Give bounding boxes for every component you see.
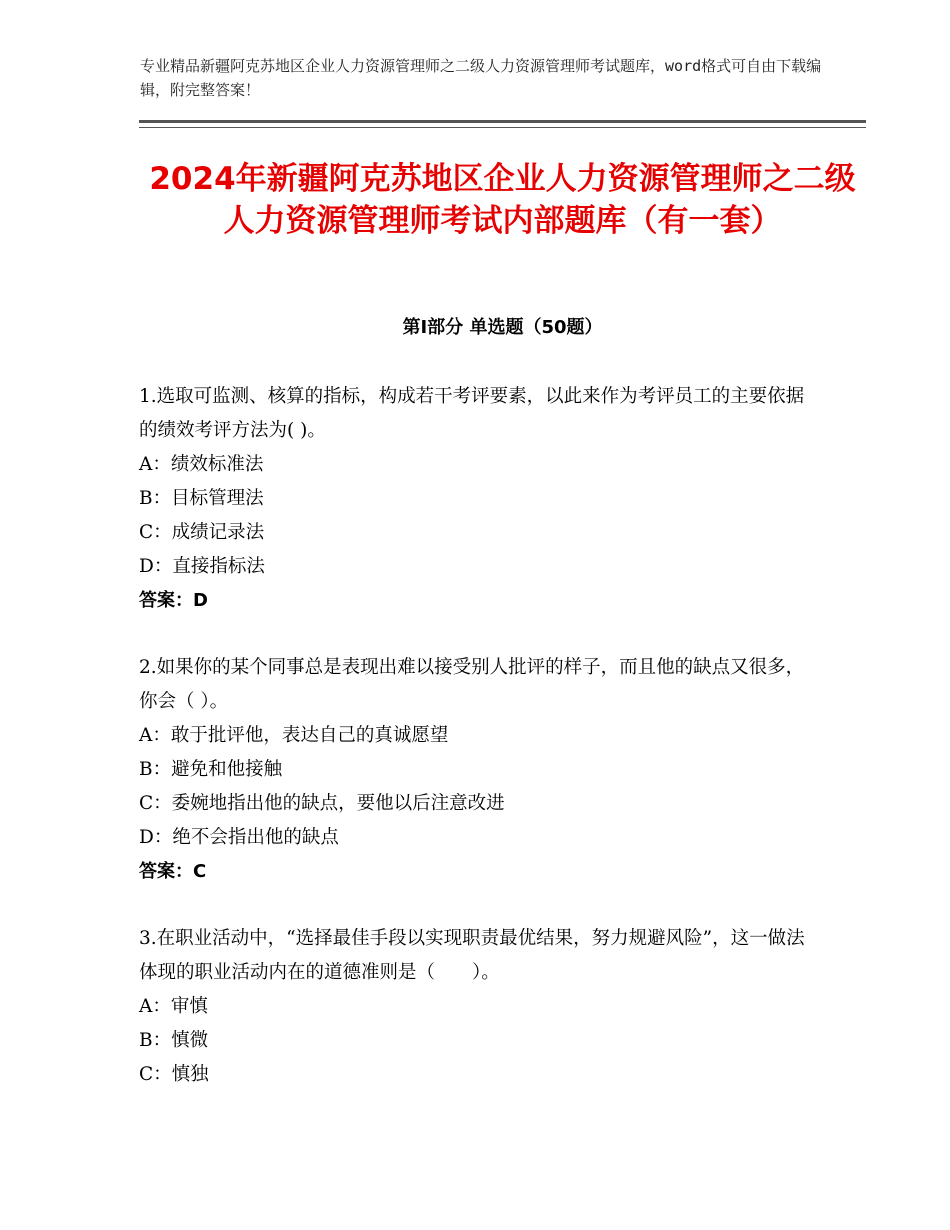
option-a: A：审慎 xyxy=(139,996,208,1017)
header-rule-thin xyxy=(139,127,866,128)
option-b: B：目标管理法 xyxy=(139,488,264,509)
option-a: A：敢于批评他，表达自己的真诚愿望 xyxy=(139,725,449,746)
question-1 xyxy=(139,380,809,618)
option-c: C：成绩记录法 xyxy=(139,522,265,543)
header-note: 专业精品新疆阿克苏地区企业人力资源管理师之二级人力资源管理师考试题库，word格式可自由下载编辑，附完整答案！ xyxy=(140,57,822,99)
header-rule-thick xyxy=(139,120,866,123)
option-a: A：绩效标准法 xyxy=(139,454,264,475)
option-d: D：绝不会指出他的缺点 xyxy=(139,827,339,848)
answer: 答案：C xyxy=(139,861,207,882)
option-d: D：直接指标法 xyxy=(139,556,265,577)
option-b: B：慎微 xyxy=(139,1030,209,1051)
option-b: B：避免和他接触 xyxy=(139,759,283,780)
option-c: C：慎独 xyxy=(139,1064,209,1085)
question-stem: 3.在职业活动中，“选择最佳手段以实现职责最优结果，努力规避风险”，这一做法体现的职业活动内在的道德准则是（ ）。 xyxy=(139,928,805,983)
question-2 xyxy=(139,651,809,889)
question-3 xyxy=(139,922,809,1092)
section-heading: 第Ⅰ部分 单选题（50题） xyxy=(402,317,603,338)
option-c: C：委婉地指出他的缺点，要他以后注意改进 xyxy=(139,793,505,814)
question-stem: 2.如果你的某个同事总是表现出难以接受别人批评的样子，而且他的缺点又很多，你会（ ）。 xyxy=(139,657,805,712)
question-stem: 1.选取可监测、核算的指标，构成若干考评要素，以此来作为考评员工的主要依据的绩效考评方法为( )。 xyxy=(139,386,805,441)
question-list xyxy=(139,380,809,1125)
document-title: 2024年新疆阿克苏地区企业人力资源管理师之二级人力资源管理师考试内部题库（有一套） xyxy=(149,161,856,239)
answer: 答案：D xyxy=(139,590,208,611)
